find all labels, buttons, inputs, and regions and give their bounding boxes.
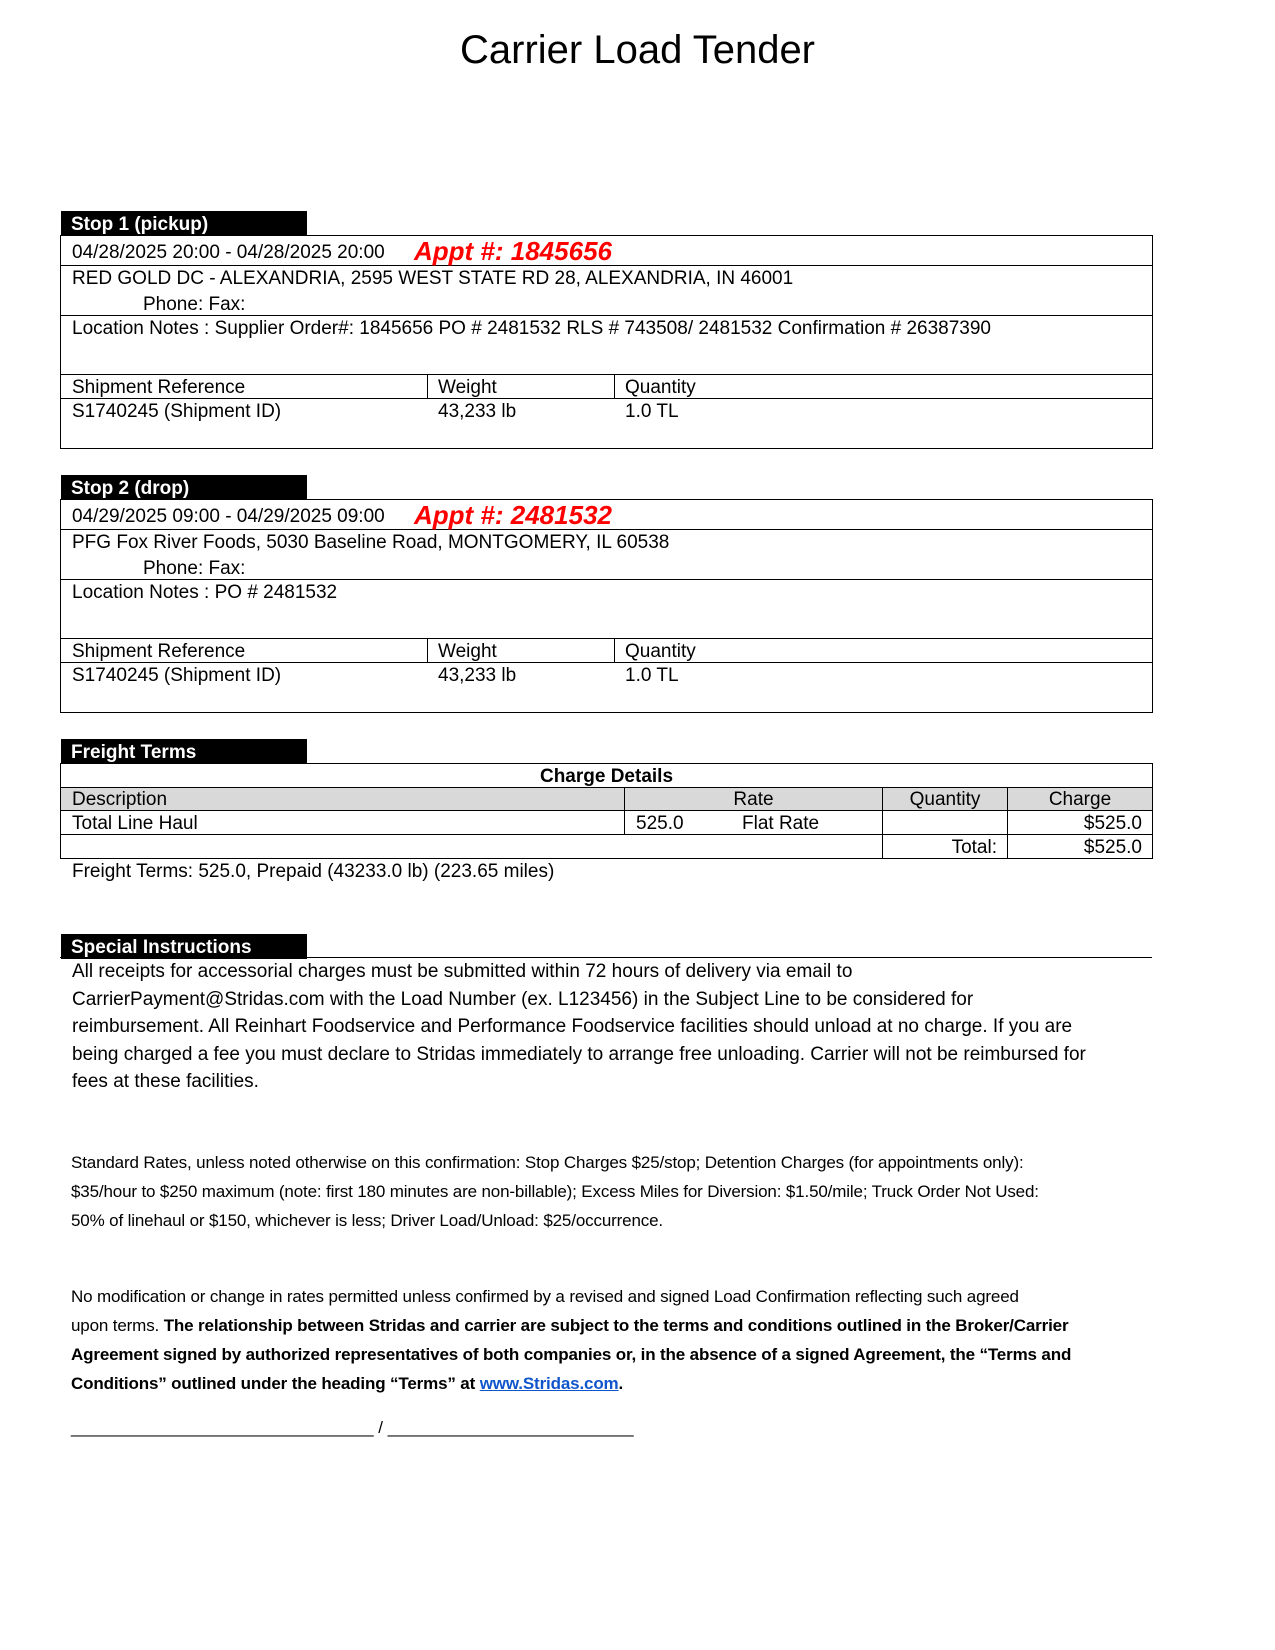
stop-2-datetime: 04/29/2025 09:00 - 04/29/2025 09:00 [72,506,385,527]
signature-line: ________________________________ / __________________________ [71,1418,634,1437]
divider [614,638,615,662]
modification-line [71,1311,1146,1340]
standard-rates-line: 50% of linehaul or $150, whichever is less; Driver Load/Unload: $25/occurrence. [71,1211,663,1230]
standard-rates [71,1148,1146,1235]
modification-line [71,1369,1146,1398]
divider [427,638,428,662]
col-rate: Rate [733,789,774,810]
freight-terms-text: Freight Terms: 525.0, Prepaid (43233.0 lb) (223.65 miles) [72,861,555,882]
stop-1-weight: 43,233 lb [438,401,517,422]
stop-2-appt: Appt #: 2481532 [414,500,612,530]
divider [614,374,615,398]
modification-bold: The relationship between Stridas and carrier are subject to the terms and conditions outlined in the Broker/Carrier [163,1316,1069,1335]
line-charge: $525.0 [1083,813,1142,834]
standard-rates-line: $35/hour to $250 maximum (note: first 180 minutes are non-billable); Excess Miles for Diversion: $1.50/mile; Truck Order Not Used: [71,1182,1039,1201]
col-shipment-reference: Shipment Reference [72,377,246,398]
modification-period: . [618,1374,624,1393]
divider [60,374,1153,375]
line-rate: 525.0 [636,813,684,834]
stop-1-appt: Appt #: 1845656 [414,236,612,266]
stop-1-quantity: 1.0 TL [625,401,679,422]
total-label: Total: [951,837,997,858]
instruction-line: CarrierPayment@Stridas.com with the Load Number (ex. L123456) in the Subject Line to be considered for [72,988,974,1010]
col-weight: Weight [438,377,497,398]
freight-terms-header: Freight Terms [61,739,307,764]
modification-bold: Conditions” outlined under the heading “Terms” at [71,1374,480,1393]
instruction-line: All receipts for accessorial charges must be submitted within 72 hours of delivery via email to [72,961,853,982]
instruction-line: being charged a fee you must declare to Stridas immediately to arrange free unloading. Carrier will not be reimbursed for [72,1043,1086,1065]
stop-2-shipment-ref: S1740245 (Shipment ID) [72,665,282,686]
standard-rates-line: Standard Rates, unless noted otherwise on this confirmation: Stop Charges $25/stop; Detention Charges (for appointments only): [71,1153,1024,1172]
stop-1-location-notes: Location Notes : Supplier Order#: 1845656 PO # 2481532 RLS # 743508/ 2481532 Confirmation # 26387390 [72,318,991,339]
line-rate-type: Flat Rate [742,813,820,834]
col-description: Description [72,789,168,810]
col-quantity: Quantity [625,377,696,398]
page-title: Carrier Load Tender [459,28,816,72]
col-quantity: Quantity [909,789,981,810]
divider [427,374,428,398]
instruction-line: fees at these facilities. [72,1071,259,1092]
charge-details-title: Charge Details [539,766,674,787]
modification-plain: upon terms. [71,1316,164,1335]
special-instructions-header: Special Instructions [61,934,307,959]
stop-2-location-notes: Location Notes : PO # 2481532 [72,582,338,603]
line-description: Total Line Haul [72,813,198,834]
col-charge: Charge [1048,789,1112,810]
stop-2-header: Stop 2 (drop) [61,475,307,500]
stop-2-phone-fax: Phone: Fax: [143,558,246,579]
col-shipment-reference: Shipment Reference [72,641,246,662]
stop-1-address: RED GOLD DC - ALEXANDRIA, 2595 WEST STATE RD 28, ALEXANDRIA, IN 46001 [72,268,794,289]
stop-1-header: Stop 1 (pickup) [61,211,307,236]
special-instructions-text [72,958,1142,1096]
divider [60,834,1153,835]
stop-1-shipment-ref: S1740245 (Shipment ID) [72,401,282,422]
instruction-line: reimbursement. All Reinhart Foodservice and Performance Foodservice facilities should unload at no charge. If you are [72,1016,1073,1037]
modification-bold: Agreement signed by authorized representatives of both companies or, in the absence of a signed Agreement, the “Terms and [71,1345,1072,1364]
stop-2-quantity: 1.0 TL [625,665,679,686]
col-quantity: Quantity [625,641,696,662]
stop-2-address: PFG Fox River Foods, 5030 Baseline Road, MONTGOMERY, IL 60538 [72,532,670,553]
modification-terms [71,1282,1146,1398]
modification-line [71,1340,1146,1369]
col-weight: Weight [438,641,497,662]
stop-1-datetime: 04/28/2025 20:00 - 04/28/2025 20:00 [72,242,385,263]
stop-1-phone-fax: Phone: Fax: [143,294,246,315]
modification-line: No modification or change in rates permitted unless confirmed by a revised and signed Load Confirmation reflecting such agreed [71,1287,1019,1306]
stridas-link[interactable]: www.Stridas.com [479,1374,619,1393]
stop-2-weight: 43,233 lb [438,665,517,686]
divider [60,638,1153,639]
total-value: $525.0 [1083,837,1142,858]
